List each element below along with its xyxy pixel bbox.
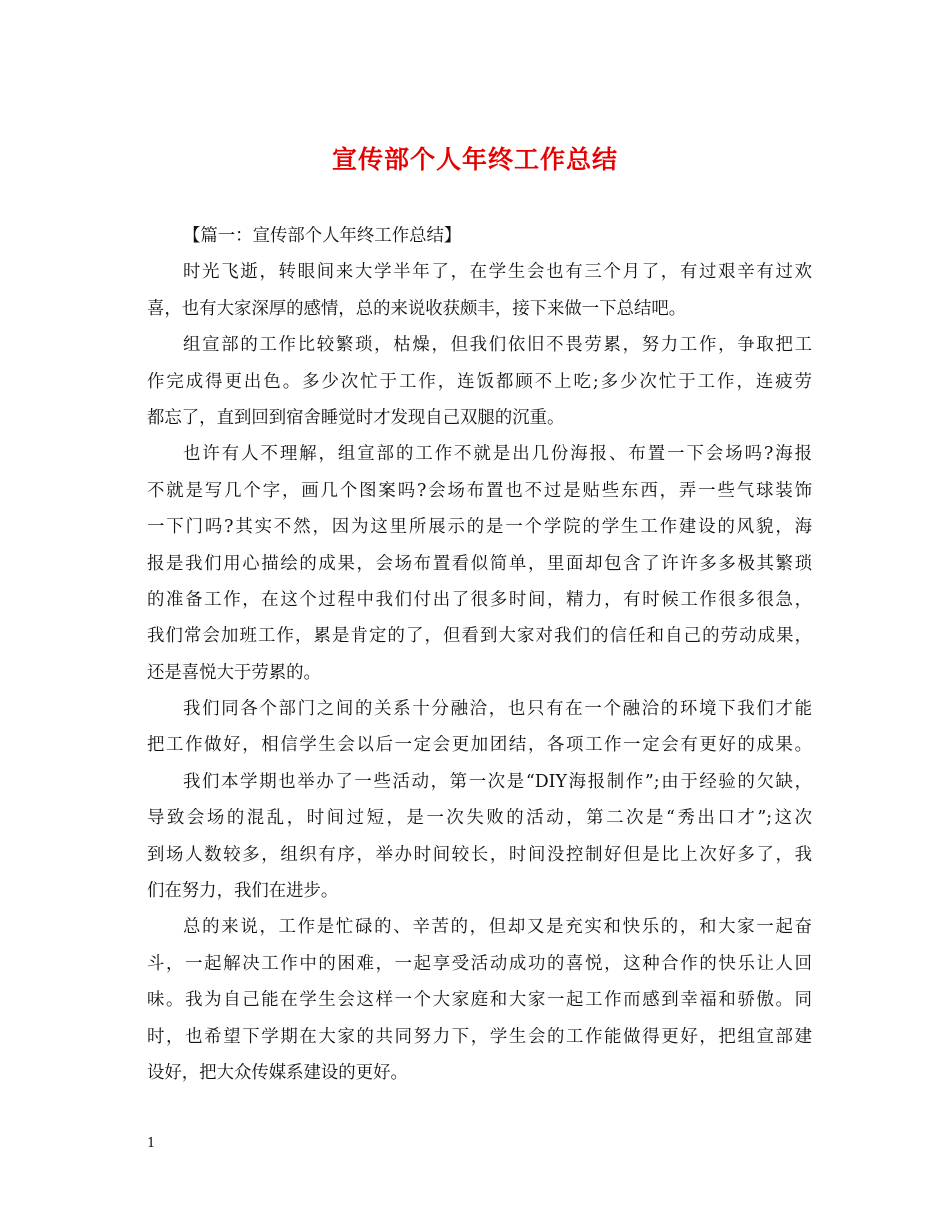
text-line: 不就是写几个字，画几个图案吗?会场布置也不过是贴些东西，弄一些气球装饰 [147,480,812,501]
text-line: 把工作做好，相信学生会以后一定会更加团结，各项工作一定会有更好的成果。 [147,735,812,756]
text-line: 都忘了，直到回到宿舍睡觉时才发现自己双腿的沉重。 [147,407,565,428]
text-line: 时光飞逝，转眼间来大学半年了，在学生会也有三个月了，有过艰辛有过欢 [183,262,812,283]
text-line: 斗，一起解决工作中的困难，一起享受活动成功的喜悦，这种合作的快乐让人回 [147,953,812,974]
text-line: 总的来说，工作是忙碌的、辛苦的，但却又是充实和快乐的，和大家一起奋 [183,917,812,938]
text-line: 【篇一：宣传部个人年终工作总结】 [183,226,462,246]
text-line: 作完成得更出色。多少次忙于工作，连饭都顾不上吃;多少次忙于工作，连疲劳 [147,371,812,392]
text-line: 时，也希望下学期在大家的共同努力下，学生会的工作能做得更好，把组宣部建 [147,1026,812,1047]
text-line: 的准备工作，在这个过程中我们付出了很多时间，精力，有时候工作很多很急， [147,589,812,610]
text-line: 们在努力，我们在进步。 [147,881,339,902]
text-line: 我们常会加班工作，累是肯定的了，但看到大家对我们的信任和自己的劳动成果， [147,626,812,647]
text-line: 我们本学期也举办了一些活动，第一次是“DIY海报制作”;由于经验的欠缺， [183,771,812,792]
text-line: 味。我为自己能在学生会这样一个大家庭和大家一起工作而感到幸福和骄傲。同 [147,990,812,1011]
page-number: 1 [147,1136,156,1151]
text-line: 一下门吗?其实不然，因为这里所展示的是一个学院的学生工作建设的风貌，海 [147,517,812,538]
page-title: 宣传部个人年终工作总结 [331,145,618,174]
text-line: 也许有人不理解，组宣部的工作不就是出几份海报、布置一下会场吗?海报 [183,444,812,465]
text-line: 喜，也有大家深厚的感情，总的来说收获颇丰，接下来做一下总结吧。 [147,298,687,319]
text-line: 导致会场的混乱，时间过短，是一次失败的活动，第二次是“秀出口才”;这次 [147,808,812,829]
text-line: 组宣部的工作比较繁琐，枯燥，但我们依旧不畏劳累，努力工作，争取把工 [183,335,812,356]
text-line: 设好，把大众传媒系建设的更好。 [147,1062,408,1083]
document-body [147,218,812,1091]
text-line: 我们同各个部门之间的关系十分融洽，也只有在一个融洽的环境下我们才能 [183,699,812,720]
text-line: 还是喜悦大于劳累的。 [147,662,321,683]
text-line: 报是我们用心描绘的成果，会场布置看似简单，里面却包含了许许多多极其繁琐 [147,553,812,574]
text-line: 到场人数较多，组织有序，举办时间较长，时间没控制好但是比上次好多了，我 [147,844,812,865]
